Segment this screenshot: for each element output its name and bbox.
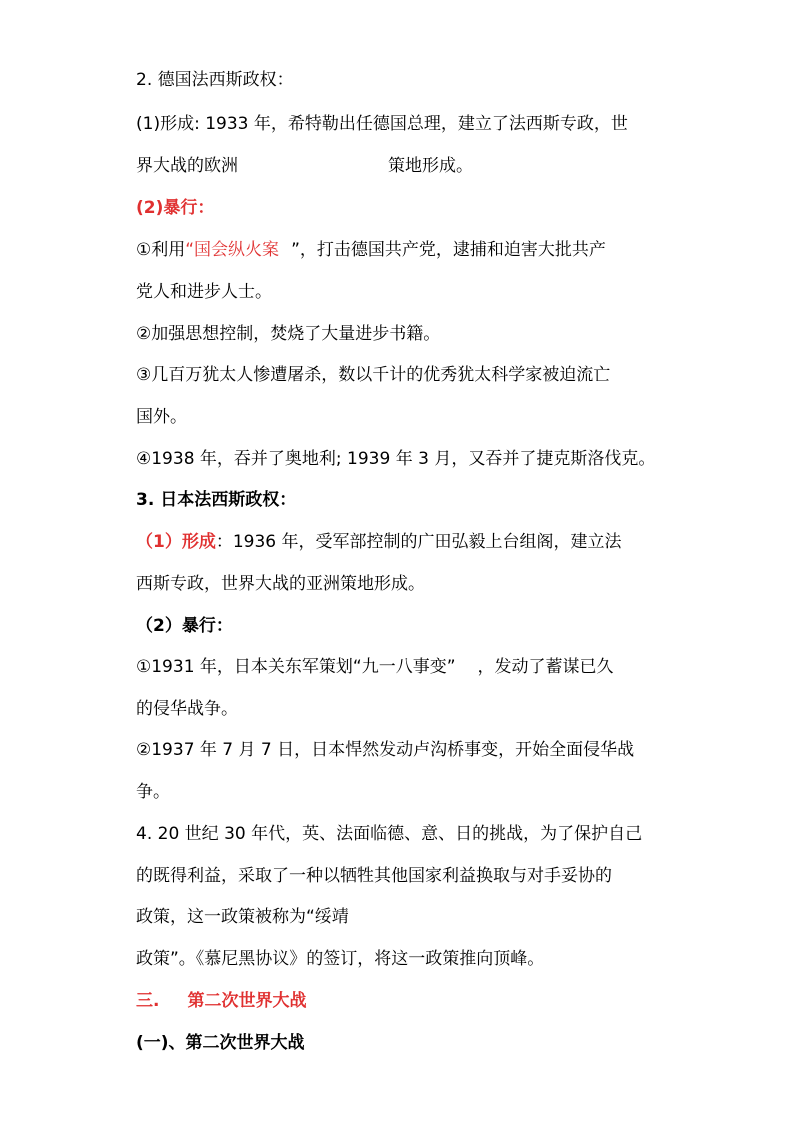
paragraph-line: 4. 20 世纪 30 年代，英、法面临德、意、日的挑战，为了保护自己: [136, 824, 643, 844]
paragraph-line: 西斯专政，世界大战的亚洲策地形成。: [136, 574, 425, 594]
paragraph-line: 争。: [136, 782, 170, 802]
highlight-term: “国会纵火案: [185, 240, 280, 260]
paragraph-line: 政策”。《慕尼黑协议》的签订，将这一政策推向顶峰。: [136, 949, 545, 969]
paragraph-line: 政策，这一政策被称为“绥靖: [136, 907, 349, 927]
paragraph-line: 党人和进步人士。: [136, 282, 272, 302]
subchapter-heading: (一)、第二次世界大战: [136, 1033, 305, 1053]
highlight-label: （1）形成: [136, 532, 216, 552]
paragraph-line: 的既得利益，采取了一种以牺牲其他国家利益换取与对手妥协的: [136, 866, 612, 886]
paragraph-line: 界大战的欧洲 策地形成。: [136, 156, 473, 176]
section-heading-japan: 3. 日本法西斯政权：: [136, 490, 297, 510]
paragraph-line: 的侵华战争。: [136, 699, 238, 719]
paragraph-line: 国外。: [136, 407, 187, 427]
subheading-atrocities: (2)暴行：: [136, 198, 215, 218]
paragraph-line: ④1938 年，吞并了奥地利; 1939 年 3 月，又吞并了捷克斯洛伐克。: [136, 449, 656, 469]
subheading-atrocities-japan: （2）暴行：: [136, 616, 233, 636]
paragraph-line: (1)形成: 1933 年，希特勒出任德国总理，建立了法西斯专政，世: [136, 114, 628, 134]
chapter-heading: 三. 第二次世界大战: [136, 991, 307, 1011]
section-heading-germany: 2. 德国法西斯政权：: [136, 70, 294, 90]
paragraph-line: ②1937 年 7 月 7 日，日本悍然发动卢沟桥事变，开始全面侵华战: [136, 740, 635, 760]
paragraph-line: ②加强思想控制，焚烧了大量进步书籍。: [136, 324, 441, 344]
paragraph-line: ①1931 年，日本关东军策划“九一八事变” ，发动了蓄谋已久: [136, 657, 614, 677]
paragraph-line: （1）形成：1936 年，受军部控制的广田弘毅上台组阁，建立法: [136, 532, 622, 552]
paragraph-line: ③几百万犹太人惨遭屠杀，数以千计的优秀犹太科学家被迫流亡: [136, 365, 611, 385]
paragraph-line: ①利用“国会纵火案 ”，打击德国共产党，逮捕和迫害大批共产: [136, 240, 606, 260]
